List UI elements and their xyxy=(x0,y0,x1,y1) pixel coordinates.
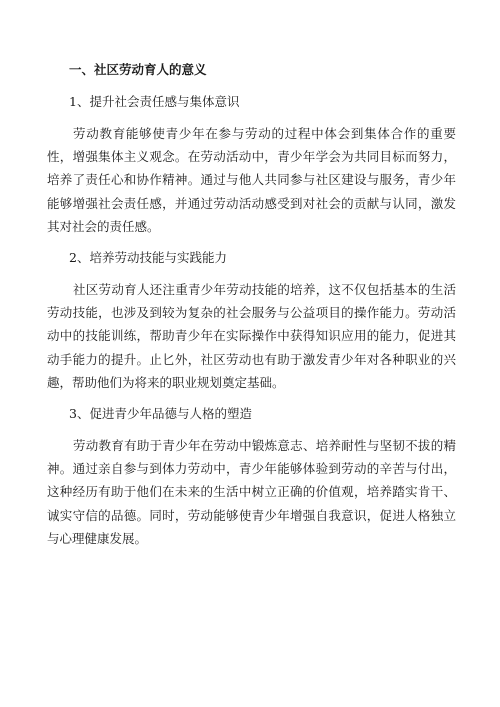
section-title: 一、社区劳动育人的意义 xyxy=(69,62,207,77)
subsection-paragraph-2: 社区劳动育人还注重青少年劳动技能的培养，这不仅包括基本的生活劳动技能，也涉及到较为复杂的社会服务与公益项目的操作能力。劳动活动中的技能训练，帮助青少年在实际操作中获得知识应用的能力，促进其动手能力的提升。止匕外，社区劳动也有助于激发青少年对各种职业的兴趣，帮助他们为将来的职业规划奠定基础。 xyxy=(47,282,456,390)
subsection-heading-1: 1、提升社会责任感与集体意识 xyxy=(69,94,240,109)
subsection-heading-3: 3、促进青少年品德与人格的塑造 xyxy=(69,406,252,422)
subsection-paragraph-3: 劳动教育有助于青少年在劳动中锻炼意志、培养耐性与坚韧不拔的精神。通过亲自参与到体力劳动中，青少年能够体验到劳动的辛苦与付出，这种经历有助于他们在未来的生活中树立正确的价值观，培养踏实肯干、诚实守信的品德。同时，劳动能够使青少年增强自我意识，促进人格独立与心理健康发展。 xyxy=(47,438,456,546)
subsection-paragraph-1: 劳动教育能够使青少年在参与劳动的过程中体会到集体合作的重要性，增强集体主义观念。在劳动活动中，青少年学会为共同目标而努力，培养了责任心和协作精神。通过与他人共同参与社区建设与服务，青少年能够增强社会责任感，并通过劳动活动感受到对社会的贡献与认同，激发其对社会的责任感。 xyxy=(47,126,456,234)
subsection-heading-2: 2、培养劳动技能与实践能力 xyxy=(69,250,227,266)
